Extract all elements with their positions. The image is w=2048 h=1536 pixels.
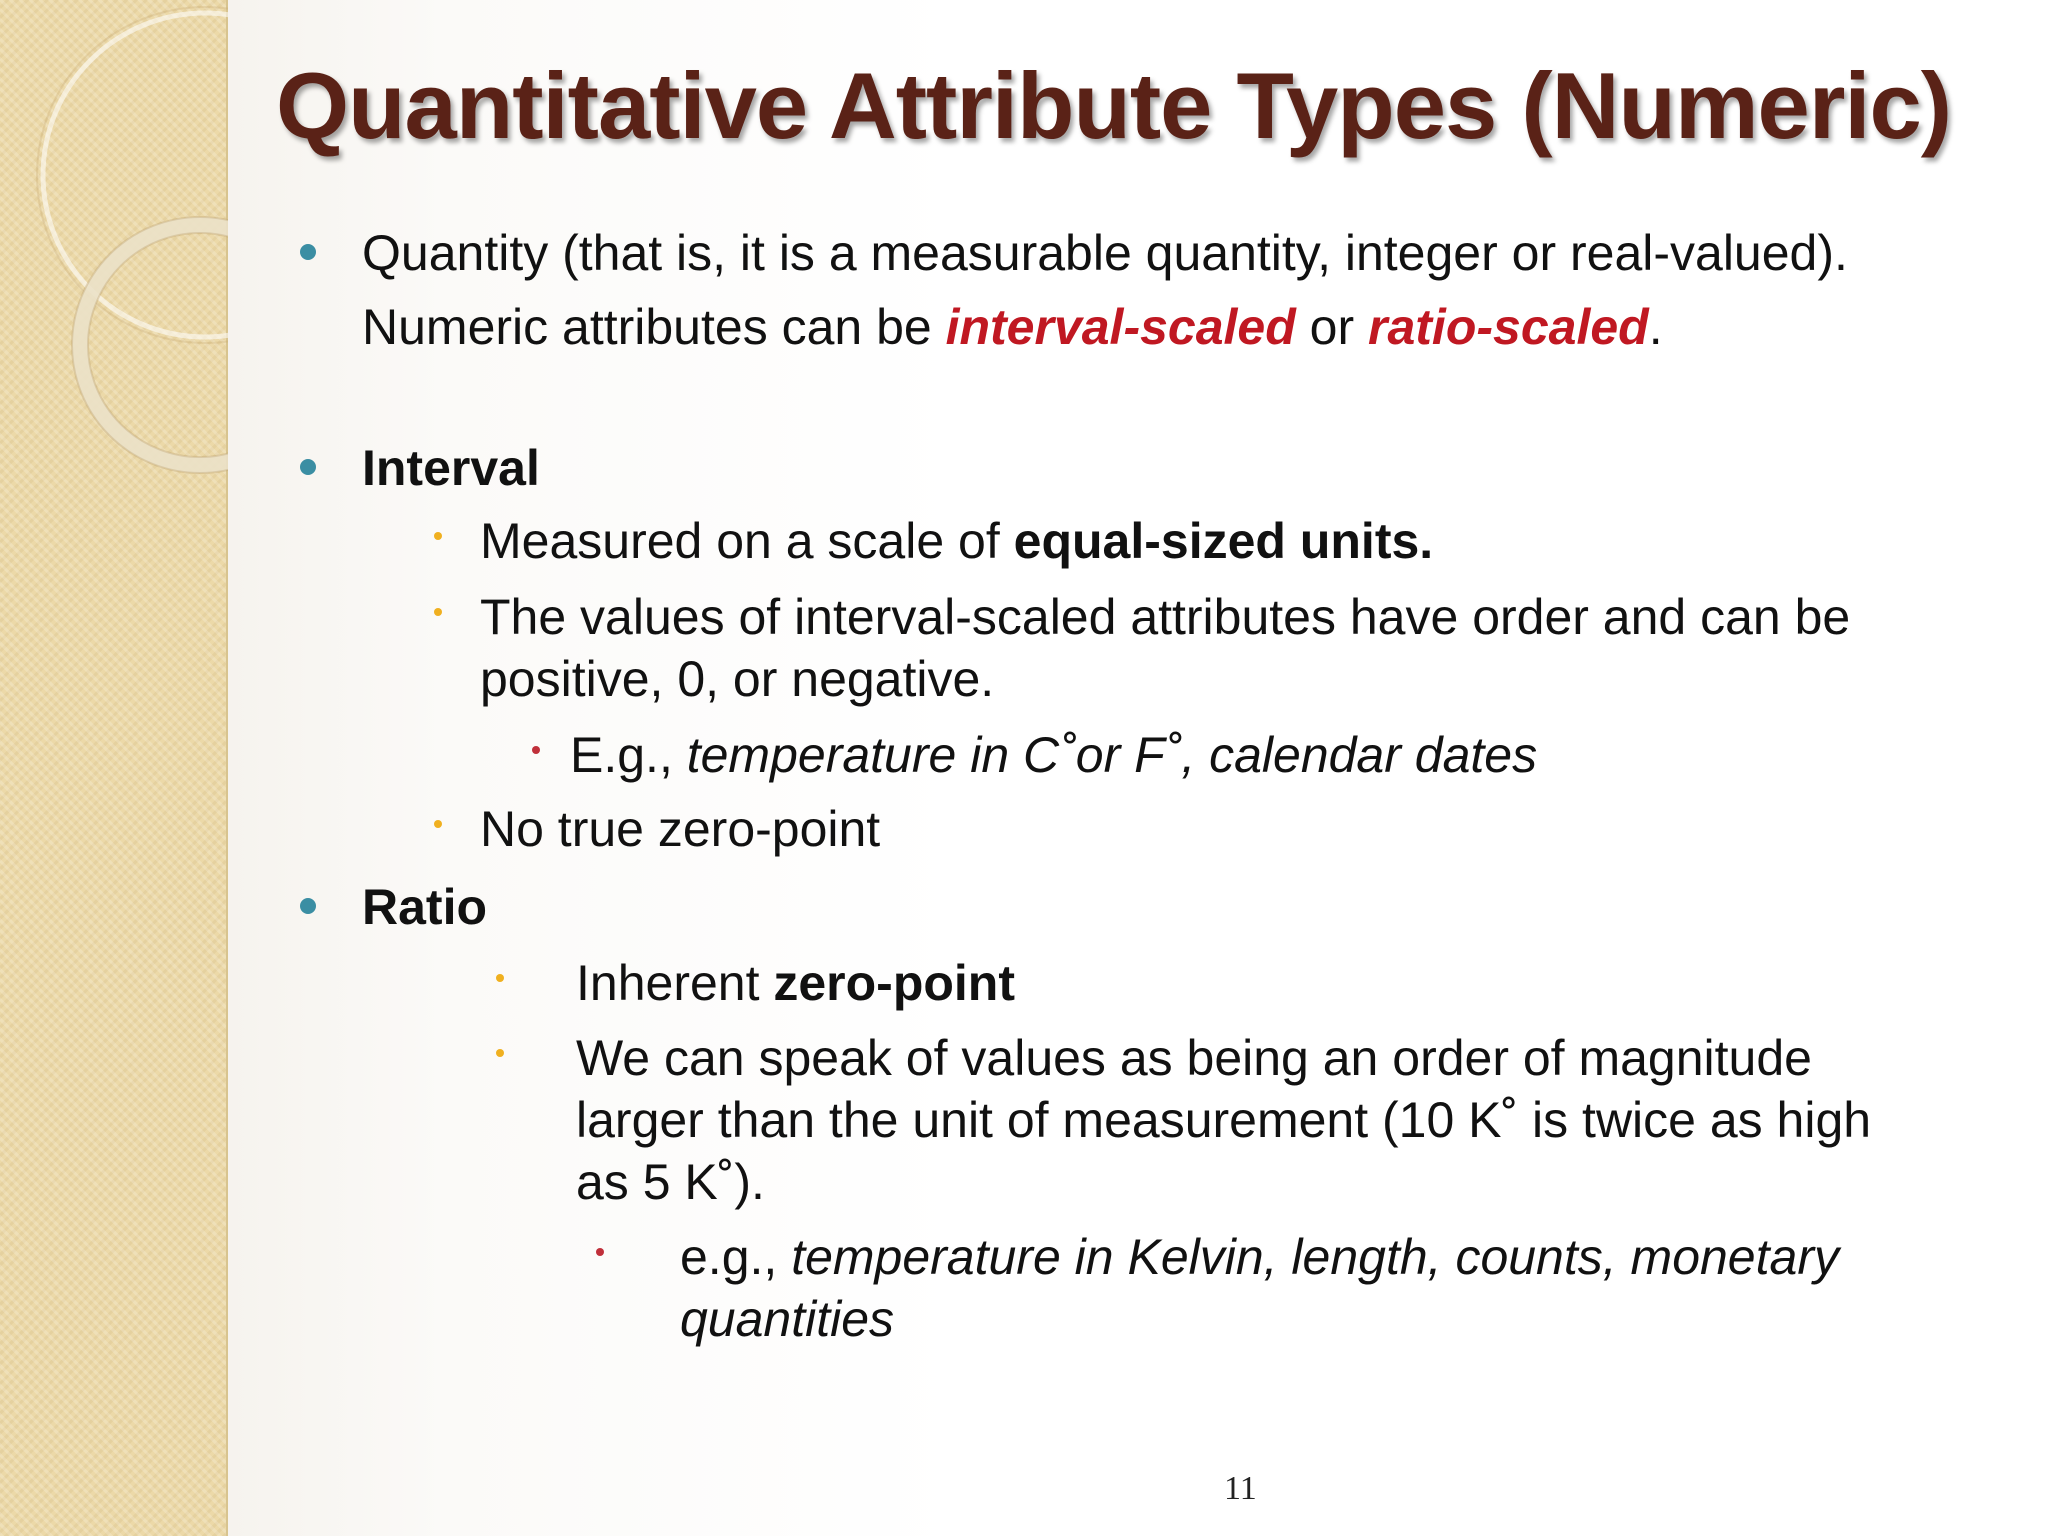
ratio-sub-1: [576, 952, 1015, 1014]
term-ratio-scaled: ratio-scaled: [1368, 299, 1649, 355]
quantity-line-2-prefix: Numeric attributes can be: [362, 299, 946, 355]
interval-sub-3: [480, 798, 880, 860]
interval-sub-1: [480, 510, 1433, 572]
slide-title: Quantitative Attribute Types (Numeric): [276, 53, 1952, 158]
bullet-dot-icon: [434, 608, 442, 616]
ratio-example-line-1: temperature in Kelvin, length, counts, monetary: [791, 1229, 1839, 1285]
interval-example-prefix: E.g.,: [570, 727, 687, 783]
bullet-ratio: [362, 876, 487, 938]
ratio-sub-2-line-2: larger than the unit of measurement (10 K˚ is twice as high: [576, 1092, 1872, 1148]
interval-sub-2: [480, 586, 1850, 710]
quantity-line-2: [362, 296, 1848, 358]
interval-sub-2-line-1: The values of interval-scaled attributes have order and can be: [480, 589, 1851, 645]
ratio-sub-2-line-1: We can speak of values as being an order of magnitude: [576, 1030, 1812, 1086]
page-number: 11: [1224, 1470, 1257, 1507]
bullet-dot-icon: [496, 974, 504, 982]
interval-example-text: temperature in C˚or F˚, calendar dates: [686, 727, 1538, 783]
term-interval-scaled: interval-scaled: [945, 299, 1296, 355]
interval-sub-3-text: No true zero-point: [480, 801, 881, 857]
interval-sub-2-line-2: positive, 0, or negative.: [480, 651, 995, 707]
quantity-period: .: [1648, 299, 1663, 355]
bullet-dot-icon: [434, 820, 442, 828]
interval-heading: Interval: [362, 440, 540, 496]
bullet-dot-icon: [300, 898, 316, 914]
decorative-rings: [0, 0, 260, 520]
bullet-dot-icon: [532, 746, 540, 754]
ratio-sub-1-bold: zero-point: [773, 955, 1016, 1011]
bullet-dot-icon: [496, 1049, 504, 1057]
interval-example: [570, 724, 1537, 786]
ratio-example-line-2: quantities: [680, 1291, 895, 1347]
bullet-dot-icon: [300, 244, 316, 260]
quantity-line-1: Quantity (that is, it is a measurable quantity, integer or real-valued).: [362, 225, 1848, 281]
bullet-dot-icon: [596, 1248, 604, 1256]
ratio-example-prefix: e.g.,: [680, 1229, 792, 1285]
ratio-sub-2: [576, 1027, 1871, 1213]
quantity-or: or: [1295, 299, 1369, 355]
bullet-dot-icon: [300, 459, 316, 475]
ratio-example: [680, 1226, 1839, 1350]
bullet-interval: [362, 437, 540, 499]
interval-sub-1-prefix: Measured on a scale of: [480, 513, 1014, 569]
ratio-heading: Ratio: [362, 879, 487, 935]
bullet-dot-icon: [434, 532, 442, 540]
ratio-sub-2-line-3: as 5 K˚).: [576, 1154, 765, 1210]
bullet-quantity: [362, 222, 1848, 358]
ratio-sub-1-prefix: Inherent: [576, 955, 774, 1011]
interval-sub-1-bold: equal-sized units.: [1013, 513, 1434, 569]
